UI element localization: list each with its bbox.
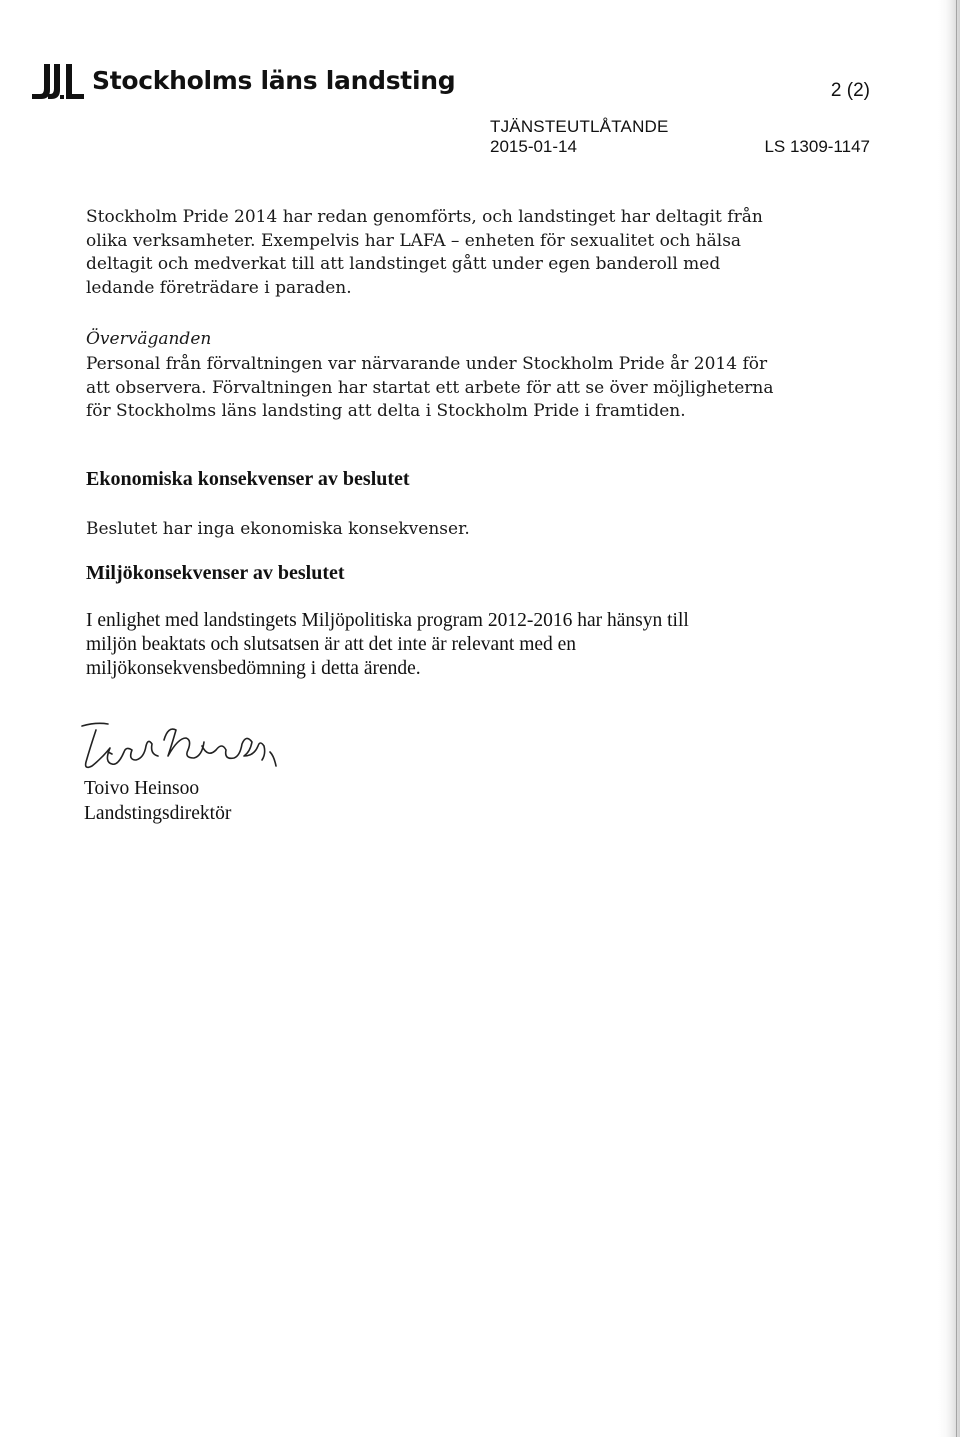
environment-paragraph: I enlighet med landstingets Miljöpolitiska program 2012-2016 har hänsyn till miljön beaktats och slutsatsen är att det inte är relevant med en miljökonsekvensbedömning i detta ärende.	[86, 610, 689, 679]
signer-title: Landstingsdirektör	[84, 803, 232, 824]
economic-heading: Ekonomiska konsekvenser av beslutet	[86, 468, 410, 490]
economic-paragraph: Beslutet har inga ekonomiska konsekvenser.	[86, 519, 470, 539]
document-date: 2015-01-14	[490, 137, 577, 156]
intro-paragraph: Stockholm Pride 2014 har redan genomförts, och landstinget har deltagit från olika verksamheter. Exempelvis har LAFA – enheten för sexualitet och hälsa deltagit och medverkat till att landstinget gått under egen banderoll med ledande företrädare i paraden.	[86, 207, 763, 298]
scan-edge-line	[956, 0, 957, 1437]
environment-heading: Miljökonsekvenser av beslutet	[86, 562, 345, 584]
organization-name: Stockholms läns landsting	[92, 66, 456, 95]
document-type: TJÄNSTEUTLÅTANDE	[490, 117, 669, 136]
page-number: 2 (2)	[830, 80, 870, 101]
signer-name: Toivo Heinsoo	[84, 778, 200, 799]
landsting-logo-icon	[30, 62, 86, 102]
considerations-paragraph: Personal från förvaltningen var närvarande under Stockholm Pride år 2014 för att observera. Förvaltningen har startat ett arbete för att se över möjligheterna för Stockholms läns landsting att delta i Stockholm Pride i framtiden.	[86, 354, 774, 421]
considerations-heading: Överväganden	[86, 329, 212, 349]
document-reference: LS 1309-1147	[764, 137, 870, 156]
